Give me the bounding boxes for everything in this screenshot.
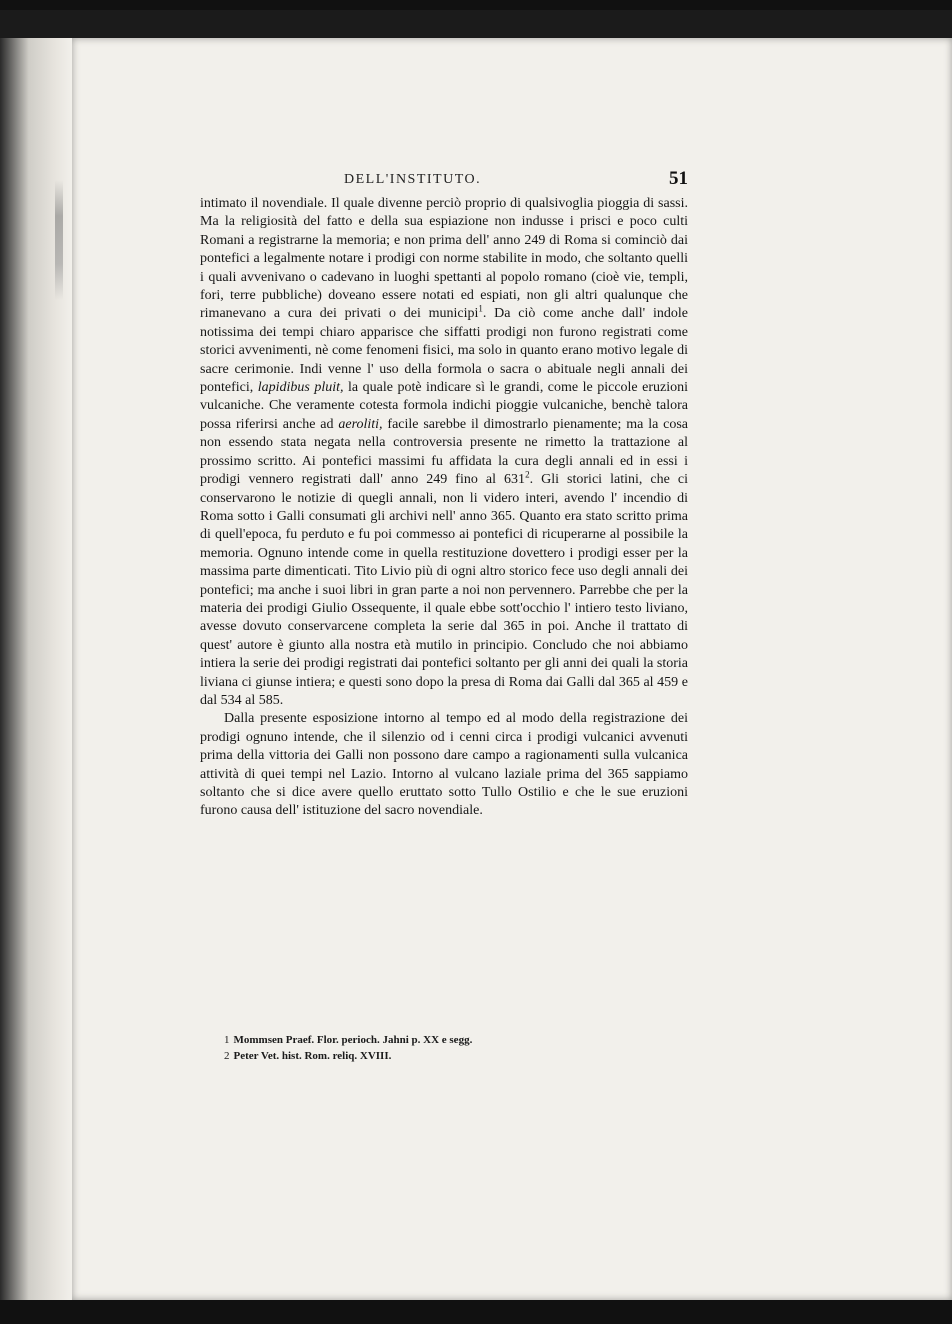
scan-border-bottom [0, 1300, 952, 1324]
paragraph-1-part-d: facile sarebbe il dimostrarlo pienamente; ma la cosa non essendo stata negata nella controversia presente ne rimetto la trattazione al prossimo scritto. Ai pontefici massimi fu affidata la cura degli annali ed in essi i prodigi vennero registrati dall' anno 249 fino al 631 [200, 416, 689, 488]
footnote-ref-2[interactable]: 2 [525, 469, 530, 480]
footnotes [224, 1032, 664, 1064]
footnote-2 [224, 1048, 664, 1064]
footnote-1 [224, 1032, 664, 1048]
paragraph-2: Dalla presente esposizione intorno al tempo ed al modo della registrazione dei prodigi ognuno intende, che il silenzio od i cenni circa i prodigi vulcanici avvenuti prima della vittoria dei Galli non possono dare campo a ragionamenti sulla vulcanica attività di quei tempi nel Lazio. Intorno al vulcano laziale prima del 365 sappiamo soltanto che si dice avere quello eruttato sotto Tullo Ostilio e che le sue eruzioni furono causa dell' istituzione del sacro novendiale. [200, 711, 688, 819]
footnote-2-number: 2 [224, 1050, 230, 1062]
paragraph-1 [200, 195, 688, 710]
paragraph-1-part-a: intimato il novendiale. Il quale divenne perciò proprio di qualsivoglia pioggia di sassi. Ma la religiosità del fatto e della sua espiazione non indusse i prisci e poco culti Romani a registrarne la memoria; e non prima dell' anno 249 di Roma si cominciò dai pontefici a legalmente notare i prodigi con norme stabilite in modo, che soltanto quelli i quali avvenivano o cadevano in luoghi spettanti al popolo romano (cioè vie, templi, fori, terre pubbliche) doveano essere notati ed espiati, non gli altri qualunque che rimanevano a cura dei privati o dei municipi [200, 196, 688, 322]
running-head: DELL'INSTITUTO. [344, 172, 482, 187]
scan-border-top [0, 0, 952, 10]
footnote-2-text: Peter Vet. hist. Rom. reliq. XVIII. [233, 1050, 392, 1062]
footnote-1-number: 1 [224, 1034, 230, 1046]
paragraph-1-part-c: la quale potè indicare sì le grandi, come le piccole eruzioni vulcaniche. Che veramente cotesta formola indichi pioggie vulcaniche, benchè talora possa riferirsi anche ad [200, 380, 689, 432]
body-text [200, 195, 688, 821]
paragraph-1-part-e: . Gli storici latini, che ci conservarono le notizie di quegli annali, non li videro interi, avendo l' incendio di Roma sotto i Galli consumati gli archivi nell' anno 365. Quanto era stato scritto prima di quell'epoca, fu perduto e fu poi commesso ai pontefici di ricuperarne al possibile la memoria. Ognuno intende come in quella restituzione dovettero i prodigi esser per la massima parte dimenticati. Tito Livio più di ogni altro storico fece uso degli annali dei pontefici; ma anche i suoi libri in gran parte a noi non pervennero. Parrebbe che per la materia dei prodigi Giulio Ossequente, il quale ebbe sott'occhio l' intiero testo liviano, avesse dovuto conservarcene completa la serie dal 365 in poi. Anche il trattato di quest' autore è giunto alla nostra età mutilo in principio. Concludo che noi abbiamo intiera la serie dei prodigi registrati dai pontefici soltanto per gli anni dei quali la storia liviana ci giunse intiera; e questi sono dopo la presa di Roma dai Galli dal 365 al 459 e dal 534 al 585. [200, 472, 688, 708]
footnote-1-text: Mommsen Praef. Flor. perioch. Jahni p. XX e segg. [233, 1034, 473, 1046]
page-number: 51 [669, 168, 688, 189]
paragraph-1-part-b: . Da ciò come anche dall' indole notissima dei tempi chiaro apparisce che siffatti prodigi non furono registrati come storici avvenimenti, nè come fenomeni fisici, ma solo in quanto erano motivo legale di sacre cerimonie. Indi venne l' uso della formola o sacra o abituale negli annali dei pontefici, [200, 306, 688, 396]
binding-shadow [55, 180, 63, 300]
page-header [200, 170, 688, 192]
italic-phrase-lapidibus: lapidibus pluit, [257, 380, 344, 396]
italic-word-aeroliti: aeroliti, [338, 416, 383, 432]
footnote-ref-1[interactable]: 1 [478, 303, 483, 314]
